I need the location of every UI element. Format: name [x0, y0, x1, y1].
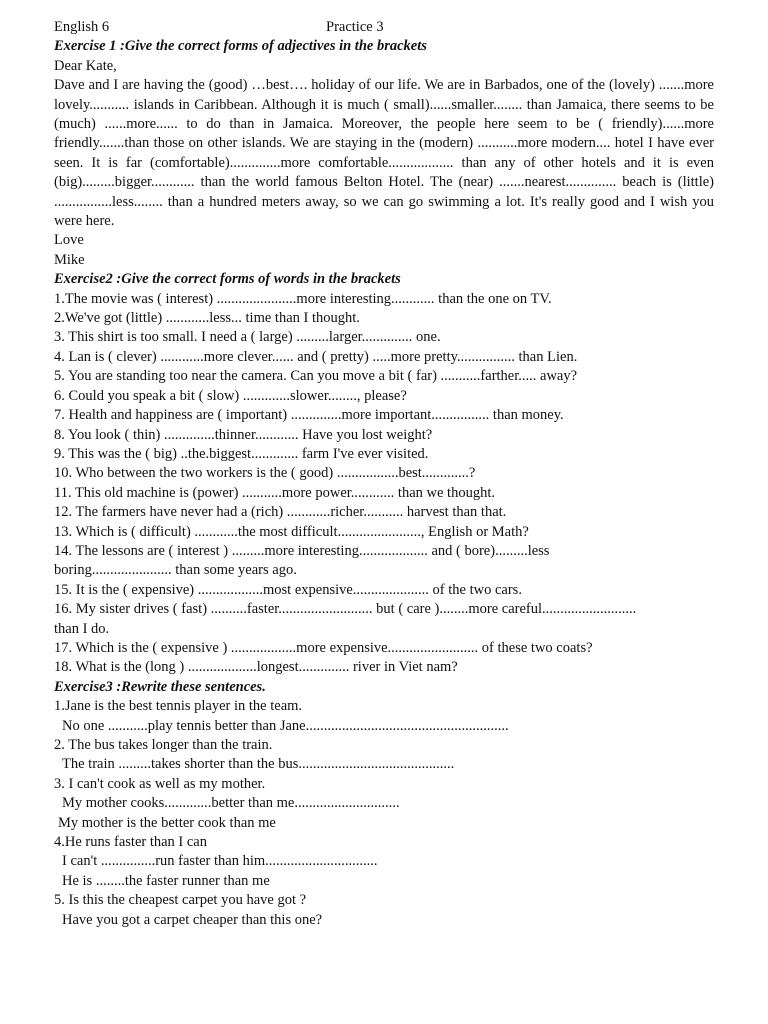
- exercise-3-answer: Have you got a carpet cheaper than this one?: [62, 911, 323, 928]
- letter-signature: Mike: [54, 251, 85, 268]
- exercise-2-item: 4. Lan is ( clever) ............more clever...... and ( pretty) .....more pretty................ than Lien.: [54, 348, 578, 365]
- exercise-3-answer: My mother cooks.............better than me.............................: [62, 795, 400, 812]
- exercise-3-answer: My mother is the better cook than me: [58, 814, 276, 831]
- exercise-1: [54, 37, 714, 270]
- exercise-2-item: 16. My sister drives ( fast) ..........faster.......................... but ( care )........more careful..........................: [54, 601, 637, 618]
- exercise-2-heading: Exercise2 :Give the correct forms of words in the brackets: [54, 271, 401, 288]
- exercise-2-item: than I do.: [54, 620, 110, 637]
- exercise-2-item: 7. Health and happiness are ( important) ..............more important................ than money.: [54, 407, 564, 424]
- exercise-2-item: 5. You are standing too near the camera. Can you move a bit ( far) ...........farther..... away?: [54, 368, 578, 385]
- exercise-3-heading: Exercise3 :Rewrite these sentences.: [54, 678, 266, 695]
- exercise-2-item: boring...................... than some years ago.: [54, 562, 297, 579]
- exercise-3: [54, 678, 714, 930]
- exercise-2-item: 17. Which is the ( expensive ) ..................more expensive......................... of these two coats?: [54, 639, 593, 656]
- exercise-2-item: 8. You look ( thin) ..............thinner............ Have you lost weight?: [54, 426, 433, 443]
- exercise-2-item: 2.We've got (little) ............less... time than I thought.: [54, 310, 360, 327]
- exercise-2-item: 10. Who between the two workers is the ( good) .................best.............?: [54, 465, 476, 482]
- course-title: English 6: [54, 19, 110, 35]
- exercise-2-item: 15. It is the ( expensive) ..................most expensive..................... of the two cars.: [54, 581, 522, 598]
- letter-closing: Love: [54, 232, 84, 249]
- exercise-3-answer: I can't ...............run faster than him...............................: [62, 853, 378, 870]
- exercise-3-prompt: 1.Jane is the best tennis player in the team.: [54, 698, 303, 715]
- exercise-2-item: 13. Which is ( difficult) ............the most difficult......................., English or Math?: [54, 523, 529, 540]
- practice-title: Practice 3: [326, 19, 384, 35]
- exercise-3-answer: He is ........the faster runner than me: [62, 872, 270, 889]
- exercise-2: [54, 270, 714, 678]
- exercise-2-item: 9. This was the ( big) ..the.biggest............. farm I've ever visited.: [54, 445, 429, 462]
- exercise-3-prompt: 5. Is this the cheapest carpet you have got ?: [54, 892, 307, 909]
- exercise-3-answer: No one ...........play tennis better than Jane........................................................: [62, 717, 509, 734]
- letter-body: Dave and I are having the (good) …best…. holiday of our life. We are in Barbados, one of the (lovely) .......more lovely........... islands in Caribbean. Although it is much ( small)......smaller........ than Jamaica, there seems to be (much) ......more...... to do than in Jamaica. Moreover, the people here seem to be ( friendly)......more friendly.......than those on other islands. We are staying in the (modern) ...........more modern.... hotel I have ever seen. It is far (comfortable)..............more comfortable.................. than any of other hotels and it is even (big).........bigger............ than the world famous Belton Hotel. The (near) .......nearest.............. beach is (little) ................less........ than a hundred meters away, so we can go swimming a lot. It's really good and I wish you were here.: [54, 77, 714, 230]
- exercise-2-item: 11. This old machine is (power) ...........more power............ than we thought.: [54, 484, 495, 501]
- exercise-2-item: 14. The lessons are ( interest ) .........more interesting................... and ( bore).........less: [54, 542, 550, 559]
- exercise-3-prompt: 3. I can't cook as well as my mother.: [54, 775, 266, 792]
- exercise-2-item: 6. Could you speak a bit ( slow) .............slower........, please?: [54, 387, 407, 404]
- exercise-2-item: 12. The farmers have never had a (rich) ............richer........... harvest than that.: [54, 504, 507, 521]
- exercise-3-answer: The train .........takes shorter than the bus...........................................: [62, 756, 455, 773]
- exercise-2-item: 18. What is the (long ) ...................longest.............. river in Viet nam?: [54, 659, 458, 676]
- exercise-1-heading: Exercise 1 :Give the correct forms of adjectives in the brackets: [54, 38, 427, 55]
- worksheet-header: [54, 18, 714, 37]
- exercise-3-prompt: 4.He runs faster than I can: [54, 834, 207, 851]
- exercise-2-item: 1.The movie was ( interest) ......................more interesting............ than the one on TV.: [54, 290, 552, 307]
- exercise-2-item: 3. This shirt is too small. I need a ( large) .........larger.............. one.: [54, 329, 441, 346]
- letter-greeting: Dear Kate,: [54, 57, 117, 74]
- exercise-3-prompt: 2. The bus takes longer than the train.: [54, 737, 273, 754]
